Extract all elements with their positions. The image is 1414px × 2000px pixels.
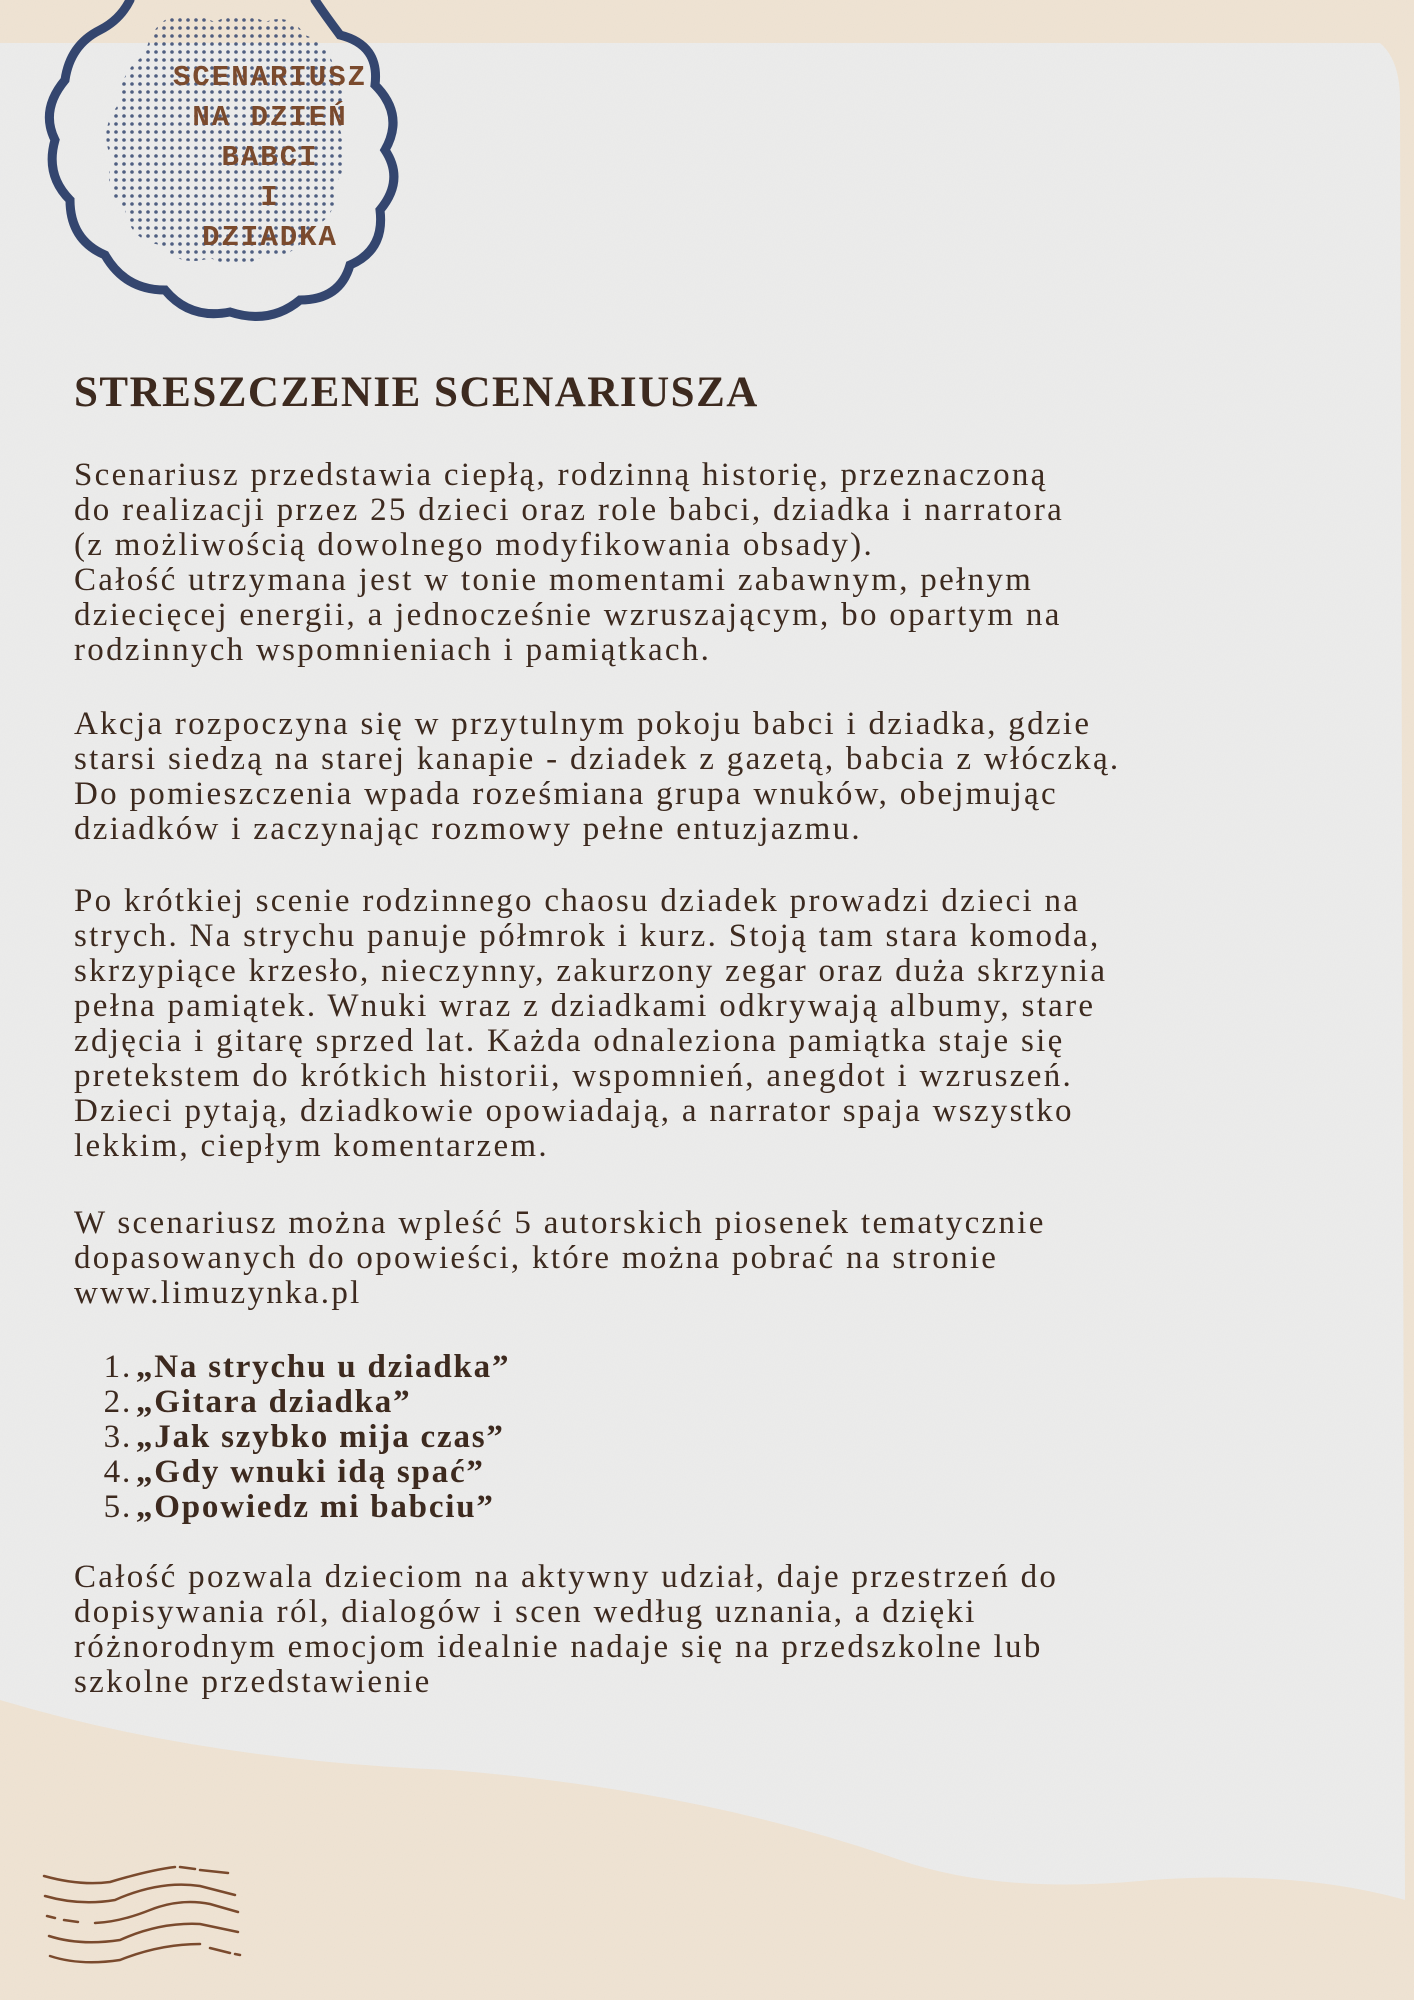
text-line: dziecięcej energii, a jednocześnie wzruszającym, bo opartym na [74,597,1062,633]
paragraph-setting [74,707,1120,847]
text-line: dopasowanych do opowieści, które można pobrać na stronie [74,1240,999,1276]
text-line: Całość pozwala dzieciom na aktywny udział, daje przestrzeń do [74,1559,1059,1595]
text-line: Akcja rozpoczyna się w przytulnym pokoju babci i dziadka, gdzie [74,706,1092,742]
text-line: rodzinnych wspomnieniach i pamiątkach. [74,632,712,668]
list-item [92,1455,510,1490]
text-line: W scenariusz można wpleść 5 autorskich piosenek tematycznie [74,1205,1046,1241]
text-line: zdjęcia i gitarę sprzed lat. Każda odnaleziona pamiątka staje się [74,1023,1065,1059]
song-title: „Jak szybko mija czas” [136,1419,505,1455]
text-line: pełna pamiątek. Wnuki wraz z dziadkami odkrywają albumy, stare [74,988,1096,1024]
song-title: „Na strychu u dziadka” [136,1349,511,1385]
website-link[interactable]: www.limuzynka.pl [74,1275,362,1311]
paragraph-summary [74,1560,1058,1700]
text-line: Scenariusz przedstawia ciepłą, rodzinną historię, przeznaczoną [74,457,1048,493]
list-number: 5. [103,1489,132,1525]
song-title: „Gitara dziadka” [136,1384,412,1420]
list-item [92,1420,510,1455]
list-item [92,1490,510,1525]
stamp-line: I [260,181,280,214]
paragraph-attic [74,884,1107,1164]
text-line: Całość utrzymana jest w tonie momentami zabawnym, pełnym [74,562,1034,598]
text-line: różnorodnym emocjom idealnie nadaje się na przedszkolne lub [74,1629,1043,1665]
list-number: 2. [103,1384,132,1420]
page-title: STRESZCZENIE SCENARIUSZA [74,369,759,416]
list-number: 3. [103,1419,132,1455]
text-line: lekkim, ciepłym komentarzem. [74,1128,549,1164]
song-title: „Gdy wnuki idą spać” [136,1454,485,1490]
paragraph-songs [74,1206,1046,1311]
text-line: Do pomieszczenia wpada roześmiana grupa wnuków, obejmując [74,776,1058,812]
text-line: skrzypiące krzesło, nieczynny, zakurzony zegar oraz duża skrzynia [74,953,1108,989]
stamp-line: DZIADKA [202,221,338,254]
text-line: dopisywania ról, dialogów i scen według uznania, a dzięki [74,1594,977,1630]
list-number: 4. [103,1454,132,1490]
stamp-line: SCENARIUSZ [172,61,368,94]
paragraph-intro [74,458,1064,668]
stamp-title [135,58,405,258]
stamp-line: NA DZIEŃ [192,101,348,134]
text-line: dziadków i zaczynając rozmowy pełne entuzjazmu. [74,811,862,847]
stamp-line: BABCI [221,141,319,174]
text-line: (z możliwością dowolnego modyfikowania obsady). [74,527,875,563]
song-list [92,1350,510,1525]
text-line: strych. Na strychu panuje półmrok i kurz. Stoją tam stara komoda, [74,918,1101,954]
text-line: Dzieci pytają, dziadkowie opowiadają, a narrator spaja wszystko [74,1093,1074,1129]
title-stamp [40,0,410,330]
list-item [92,1350,510,1385]
text-line: do realizacji przez 25 dzieci oraz role babci, dziadka i narratora [74,492,1065,528]
song-title: „Opowiedz mi babciu” [136,1489,495,1525]
list-item [92,1385,510,1420]
text-line: starsi siedzą na starej kanapie - dziadek z gazetą, babcia z włóczką. [74,741,1121,777]
text-line: szkolne przedstawienie [74,1664,432,1700]
list-number: 1. [103,1349,132,1385]
text-line: pretekstem do krótkich historii, wspomnień, anegdot i wzruszeń. [74,1058,1074,1094]
text-line: Po krótkiej scenie rodzinnego chaosu dziadek prowadzi dzieci na [74,883,1081,919]
postmark-waves-icon [40,1860,250,1970]
